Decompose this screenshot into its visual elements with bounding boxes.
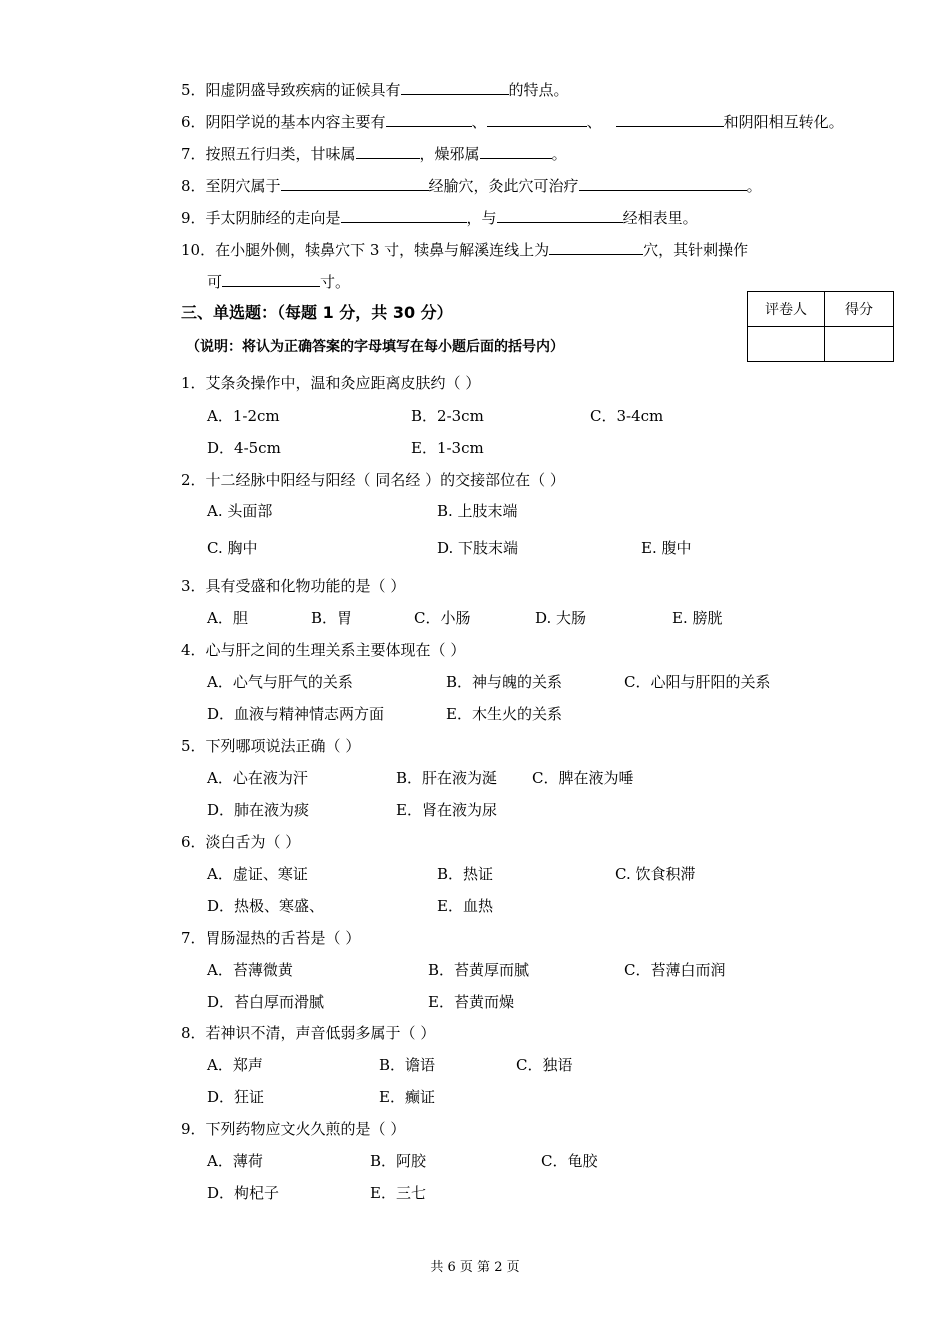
question-stem: 8．若神识不清，声音低弱多属于（ ）: [181, 1024, 436, 1042]
option-a[interactable]: A．薄荷: [207, 1152, 263, 1170]
score-table: [747, 291, 894, 362]
option-b[interactable]: B．2-3cm: [411, 407, 484, 425]
option-e[interactable]: E．血热: [437, 897, 493, 915]
answer-blank[interactable]: [480, 143, 552, 159]
option-a[interactable]: A．苔薄微黄: [207, 961, 293, 979]
section-title: 三、单选题：（每题 1 分，共 30 分）: [181, 303, 453, 322]
fill-in-item-10-continued: 可 寸。: [207, 273, 351, 291]
answer-blank[interactable]: [616, 111, 724, 127]
answer-blank[interactable]: [281, 175, 429, 191]
option-e[interactable]: E．肾在液为尿: [396, 801, 497, 819]
option-a[interactable]: A. 头面部: [207, 502, 273, 520]
option-d[interactable]: D．血液与精神情志两方面: [207, 705, 385, 723]
option-c[interactable]: C. 胸中: [207, 539, 258, 557]
option-e[interactable]: E．木生火的关系: [446, 705, 562, 723]
fill-in-item-5: 5．阳虚阴盛导致疾病的证候具有 的特点。: [181, 81, 569, 99]
option-e[interactable]: E. 膀胱: [672, 609, 723, 627]
option-b[interactable]: B. 上肢末端: [437, 502, 518, 520]
option-c[interactable]: C．小肠: [414, 609, 471, 627]
score-header: 得分: [825, 292, 894, 327]
option-c[interactable]: C．脾在液为唾: [532, 769, 634, 787]
option-a[interactable]: A．虚证、寒证: [207, 865, 308, 883]
grader-cell[interactable]: [748, 327, 825, 362]
fill-in-item-7: 7．按照五行归类，甘味属 ，燥邪属 。: [181, 145, 567, 163]
score-cell[interactable]: [825, 327, 894, 362]
option-d[interactable]: D. 下肢末端: [437, 539, 519, 557]
question-stem: 1．艾条灸操作中，温和灸应距离皮肤约（ ）: [181, 374, 481, 392]
option-b[interactable]: B．苔黄厚而腻: [428, 961, 530, 979]
option-c[interactable]: C．3-4cm: [590, 407, 664, 425]
option-d[interactable]: D．苔白厚而滑腻: [207, 993, 325, 1011]
option-e[interactable]: E．三七: [370, 1184, 426, 1202]
answer-blank[interactable]: [549, 239, 643, 255]
answer-blank[interactable]: [487, 111, 587, 127]
fill-in-item-6: 6．阴阳学说的基本内容主要有 、 、 和阴阳相互转化。: [181, 113, 844, 131]
question-stem: 9．下列药物应文火久煎的是（ ）: [181, 1120, 406, 1138]
option-c[interactable]: C．龟胶: [541, 1152, 598, 1170]
option-a[interactable]: A．心在液为汗: [207, 769, 308, 787]
fill-in-item-8: 8．至阴穴属于 经腧穴，灸此穴可治疗 。: [181, 177, 762, 195]
option-d[interactable]: D．肺在液为痰: [207, 801, 310, 819]
page-footer: 共 6 页 第 2 页: [430, 1260, 520, 1275]
section-instruction: （说明：将认为正确答案的字母填写在每小题后面的括号内）: [186, 339, 564, 355]
question-stem: 6．淡白舌为（ ）: [181, 833, 301, 851]
option-d[interactable]: D．狂证: [207, 1088, 265, 1106]
option-a[interactable]: A．胆: [207, 609, 248, 627]
question-stem: 2．十二经脉中阳经与阳经（ 同名经 ）的交接部位在（ ）: [181, 471, 565, 489]
option-a[interactable]: A．心气与肝气的关系: [207, 673, 353, 691]
option-b[interactable]: B．热证: [437, 865, 494, 883]
question-stem: 4．心与肝之间的生理关系主要体现在（ ）: [181, 641, 466, 659]
option-c[interactable]: C．苔薄白而润: [624, 961, 726, 979]
answer-blank[interactable]: [341, 207, 467, 223]
grader-header: 评卷人: [748, 292, 825, 327]
option-b[interactable]: B．胃: [311, 609, 353, 627]
option-d[interactable]: D．4-5cm: [207, 439, 281, 457]
option-e[interactable]: E．1-3cm: [411, 439, 484, 457]
option-a[interactable]: A．郑声: [207, 1056, 263, 1074]
option-b[interactable]: B．神与魄的关系: [446, 673, 563, 691]
answer-blank[interactable]: [401, 79, 509, 95]
question-stem: 7．胃肠湿热的舌苔是（ ）: [181, 929, 361, 947]
question-stem: 3．具有受盛和化物功能的是（ ）: [181, 577, 406, 595]
option-e[interactable]: E．苔黄而燥: [428, 993, 514, 1011]
option-d[interactable]: D. 大肠: [535, 609, 587, 627]
option-a[interactable]: A．1-2cm: [207, 407, 280, 425]
option-b[interactable]: B．谵语: [379, 1056, 436, 1074]
question-stem: 5．下列哪项说法正确（ ）: [181, 737, 361, 755]
option-e[interactable]: E. 腹中: [641, 539, 692, 557]
option-c[interactable]: C．心阳与肝阳的关系: [624, 673, 771, 691]
answer-blank[interactable]: [222, 271, 320, 287]
answer-blank[interactable]: [497, 207, 623, 223]
answer-blank[interactable]: [386, 111, 472, 127]
fill-in-item-10: 10．在小腿外侧，犊鼻穴下 3 寸，犊鼻与解溪连线上为 穴，其针刺操作: [181, 241, 749, 259]
fill-in-item-9: 9．手太阴肺经的走向是 ，与 经相表里。: [181, 209, 698, 227]
option-b[interactable]: B．阿胶: [370, 1152, 427, 1170]
answer-blank[interactable]: [579, 175, 747, 191]
option-e[interactable]: E．癫证: [379, 1088, 435, 1106]
option-b[interactable]: B．肝在液为涎: [396, 769, 498, 787]
option-d[interactable]: D．热极、寒盛、: [207, 897, 325, 915]
option-d[interactable]: D．枸杞子: [207, 1184, 280, 1202]
answer-blank[interactable]: [356, 143, 420, 159]
option-c[interactable]: C．独语: [516, 1056, 573, 1074]
option-c[interactable]: C. 饮食积滞: [615, 865, 696, 883]
